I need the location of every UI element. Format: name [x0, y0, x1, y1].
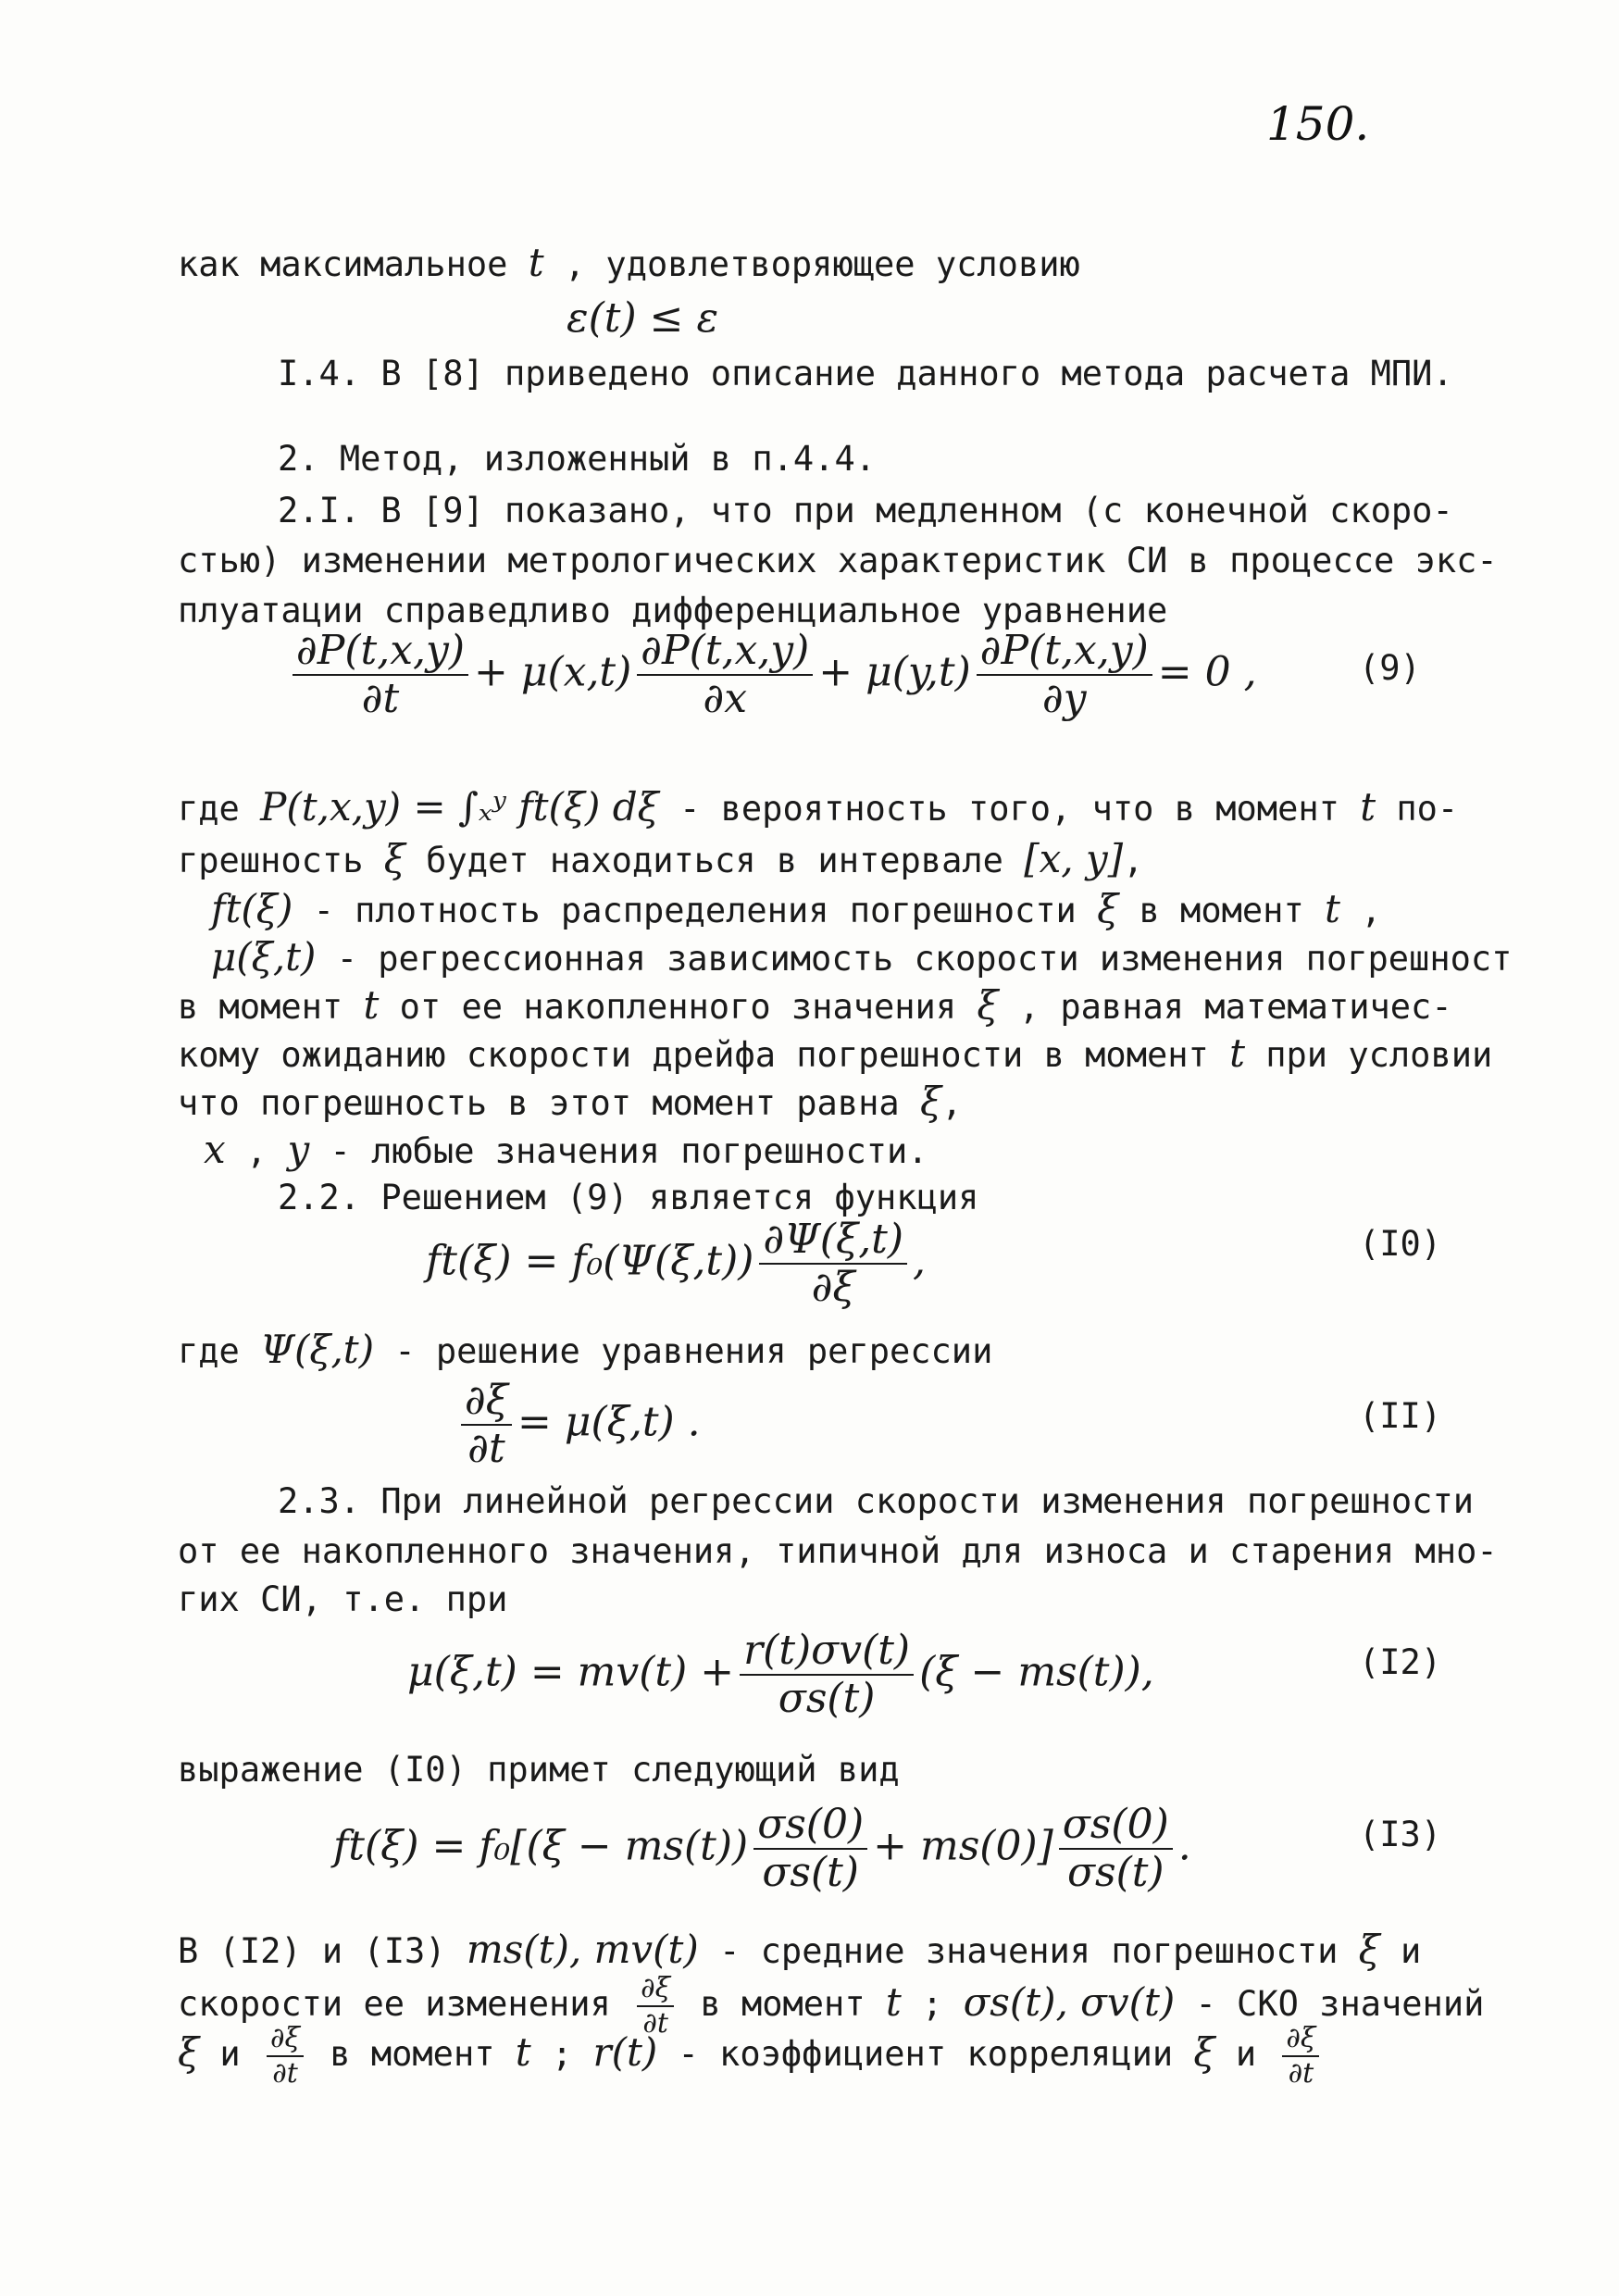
fraction: $\frac{\partial\xi}{\partial t}$ [1282, 2024, 1319, 2088]
equation-10: ft(ξ) = f₀(Ψ(ξ,t)) $\frac{\partial\Psi(\xi,t)}{\partial\xi}$ , [426, 1216, 927, 1312]
text-line: ft(ξ) - плотность распределения погрешности ξ в момент t , [211, 886, 1382, 931]
equation-12: μ(ξ,t) = mv(t) + $\frac{r(t)\sigma v(t)}{\sigma s(t)}$ (ξ − ms(t)), [407, 1627, 1154, 1723]
fraction: $\frac{\partial\xi}{\partial t}$ [637, 1974, 674, 2038]
equation-number: (I3) [1359, 1815, 1442, 1854]
equation-number: (I0) [1359, 1224, 1442, 1264]
fraction: $\frac{\partial\Psi(\xi,t)}{\partial\xi}$ [759, 1218, 907, 1309]
condition-formula: ε(t) ≤ ε [567, 294, 719, 342]
fraction: $\frac{\partial P(t,x,y)}{\partial t}$ [293, 630, 468, 720]
equation-number: (9) [1359, 648, 1421, 688]
text-line: что погрешность в этот момент равна ξ, [178, 1079, 963, 1124]
text-line: скорости ее изменения $\frac{\partial\xi}{\partial t}$ в момент t ; σs(t), σv(t) - СКО значений [178, 1972, 1485, 2040]
text-line: в момент t от ее накопленного значения ξ , равная математичес- [178, 982, 1452, 1028]
text-line: 2.I. В [9] показано, что при медленном (с конечной скоро- [278, 491, 1453, 530]
text-line: где P(t,x,y) = ∫ₓʸ ft(ξ) dξ - вероятность того, что в момент t по- [178, 784, 1459, 830]
text-line: плуатации справедливо дифференциальное уравнение [178, 591, 1168, 630]
fraction: $\frac{\partial\xi}{\partial t}$ [461, 1379, 512, 1470]
equation-11: $\frac{\partial\xi}{\partial t}$ = μ(ξ,t) . [455, 1379, 701, 1470]
fraction: $\frac{\sigma s(0)}{\sigma s(t)}$ [1059, 1803, 1173, 1894]
fraction: $\frac{\partial\xi}{\partial t}$ [267, 2024, 304, 2088]
text-line: 2. Метод, изложенный в п.4.4. [278, 439, 877, 479]
equation-number: (I2) [1359, 1642, 1442, 1682]
equation-9: $\frac{\partial P(t,x,y)}{\partial t}$ + μ(x,t) $\frac{\partial P(t,x,y)}{\partial x}$ + μ(y,t) $\frac{\partial P(t,x,y)}{\partial y}$ = 0 , [287, 630, 1257, 720]
text-line: ξ и $\frac{\partial\xi}{\partial t}$ в момент t ; r(t) - коэффициент корреляции ξ и $\frac{\partial\xi}{\partial t}$ [178, 2024, 1325, 2088]
text-line: гих СИ, т.е. при [178, 1579, 508, 1619]
text-line: от ее накопленного значения, типичной для износа и старения мно- [178, 1531, 1498, 1571]
text-line: 2.2. Решением (9) является функция [278, 1178, 979, 1217]
text-line: выражение (I0) примет следующий вид [178, 1750, 900, 1790]
page-number: 150. [1266, 97, 1370, 151]
fraction: $\frac{\partial P(t,x,y)}{\partial y}$ [977, 630, 1152, 720]
equation-13: ft(ξ) = f₀[(ξ − ms(t)) $\frac{\sigma s(0)}{\sigma s(t)}$ + ms(0)] $\frac{\sigma s(0)}{\sigma s(t)}$ . [333, 1801, 1191, 1897]
text-line: где Ψ(ξ,t) - решение уравнения регрессии [178, 1327, 993, 1372]
fraction: $\frac{\sigma s(0)}{\sigma s(t)}$ [753, 1803, 867, 1894]
text-line: В (I2) и (I3) ms(t), mv(t) - средние значения погрешности ξ и [178, 1927, 1422, 1972]
text-line: 2.3. При линейной регрессии скорости изменения погрешности [278, 1481, 1475, 1521]
text-line: μ(ξ,t) - регрессионная зависимость скорости изменения погрешност [211, 934, 1513, 980]
fraction: $\frac{\partial P(t,x,y)}{\partial x}$ [637, 630, 813, 720]
text-line: I.4. В [8] приведено описание данного метода расчета МПИ. [278, 354, 1453, 393]
text-line: грешность ξ будет находиться в интервале [x, y], [178, 836, 1144, 881]
text-line: x , y - любые значения погрешности. [204, 1127, 928, 1172]
text-line: стью) изменении метрологических характеристик СИ в процессе экс- [178, 541, 1498, 580]
equation-number: (II) [1359, 1396, 1442, 1436]
fraction: $\frac{r(t)\sigma v(t)}{\sigma s(t)}$ [740, 1629, 914, 1720]
text-line: кому ожиданию скорости дрейфа погрешности в момент t при условии [178, 1030, 1493, 1076]
text-line: как максимальное t , удовлетворяющее условию [178, 240, 1080, 285]
